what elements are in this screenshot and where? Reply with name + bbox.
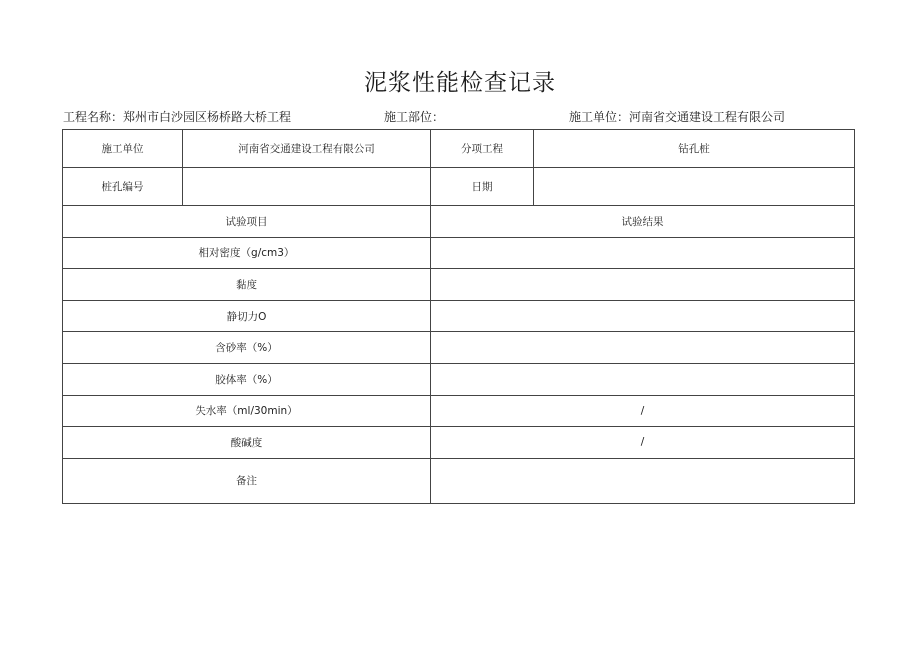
construction-unit: 施工单位：河南省交通建设工程有限公司	[569, 110, 786, 124]
test-result	[431, 363, 855, 395]
construction-part: 施工部位：	[384, 110, 445, 124]
project-name: 工程名称：郑州市白沙园区杨桥路大桥工程	[63, 110, 292, 124]
remarks-row	[63, 458, 855, 503]
test-result: /	[431, 395, 855, 427]
test-item: 酸碱度	[63, 427, 431, 459]
test-result	[431, 300, 855, 332]
remarks-label: 备注	[63, 458, 431, 503]
test-item: 黏度	[63, 269, 431, 301]
date-label: 日期	[431, 168, 534, 206]
test-item: 失水率（ml/30min）	[63, 395, 431, 427]
unit-label: 施工单位	[63, 130, 183, 168]
test-result	[431, 332, 855, 364]
table-header-row	[63, 206, 855, 238]
pile-label: 桩孔编号	[63, 168, 183, 206]
test-item: 静切力O	[63, 300, 431, 332]
page-title: 泥浆性能检查记录	[364, 70, 556, 96]
test-item: 胶体率（%）	[63, 363, 431, 395]
table-row	[63, 168, 855, 206]
table-row	[63, 269, 855, 301]
table-row	[63, 363, 855, 395]
table-row	[63, 332, 855, 364]
column-header-item: 试验项目	[63, 206, 431, 238]
date-value	[534, 168, 855, 206]
test-item: 含砂率（%）	[63, 332, 431, 364]
test-result	[431, 269, 855, 301]
record-table	[62, 129, 855, 504]
table-row	[63, 237, 855, 269]
table-row	[63, 300, 855, 332]
table-row	[63, 395, 855, 427]
subitem-label: 分项工程	[431, 130, 534, 168]
subitem-value: 钻孔桩	[534, 130, 855, 168]
pile-value	[183, 168, 431, 206]
test-result: /	[431, 427, 855, 459]
test-result	[431, 237, 855, 269]
remarks-value	[431, 458, 855, 503]
test-item: 相对密度（g/cm3）	[63, 237, 431, 269]
column-header-result: 试验结果	[431, 206, 855, 238]
unit-value: 河南省交通建设工程有限公司	[183, 130, 431, 168]
table-row	[63, 427, 855, 459]
table-row	[63, 130, 855, 168]
